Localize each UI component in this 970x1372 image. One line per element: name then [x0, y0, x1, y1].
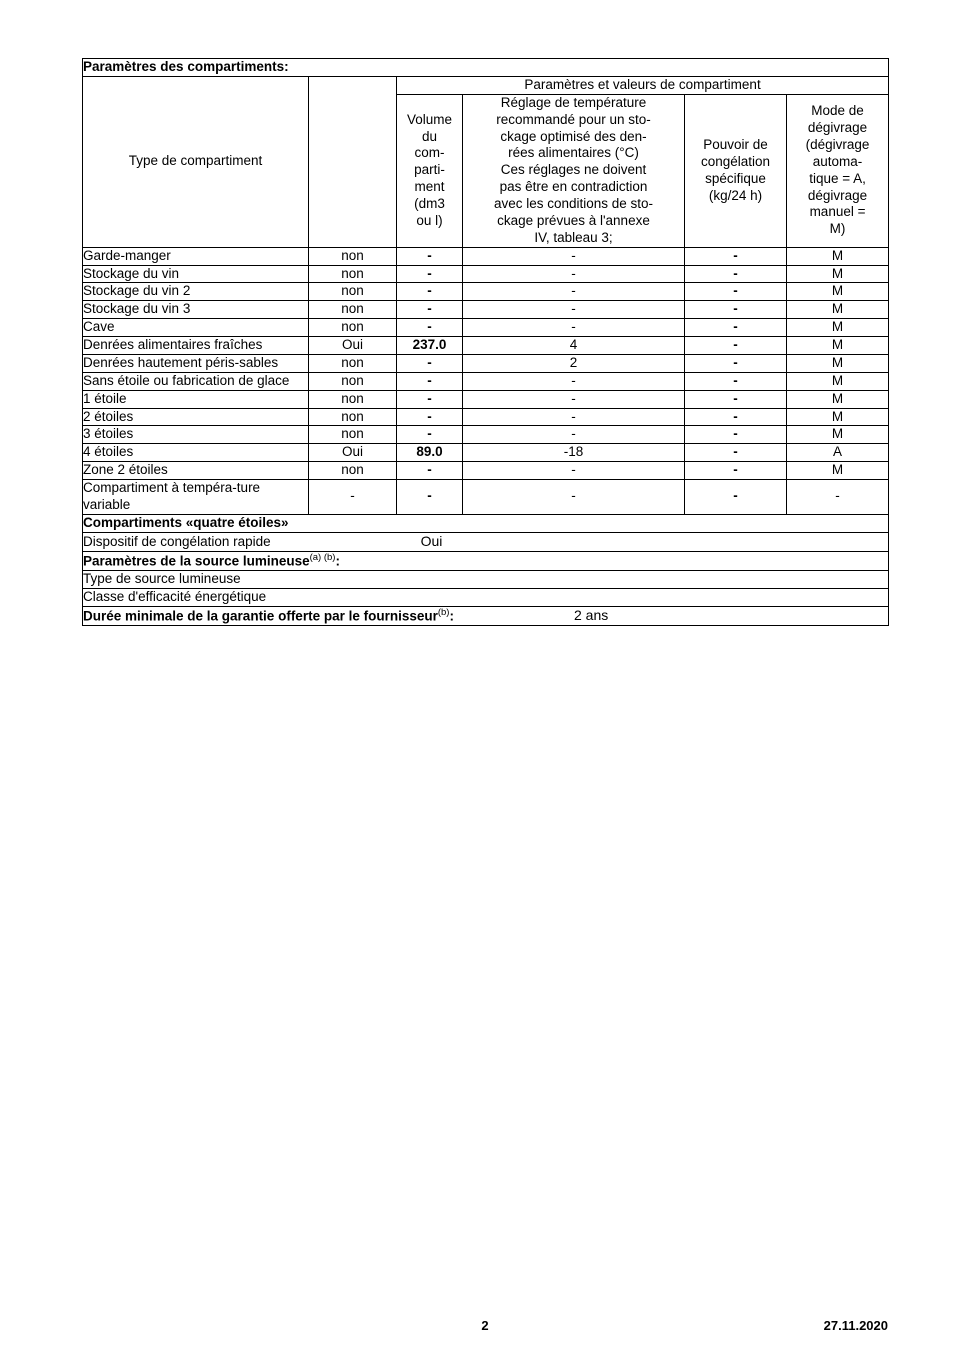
row-present: non — [309, 372, 397, 390]
row-volume: - — [397, 480, 463, 515]
row-present: non — [309, 426, 397, 444]
row-type-label: 3 étoiles — [83, 426, 309, 444]
row-type-label: Stockage du vin — [83, 265, 309, 283]
row-type-label: Sans étoile ou fabrication de glace — [83, 372, 309, 390]
row-defrost: M — [787, 265, 889, 283]
column-header-freezing — [685, 94, 787, 247]
table-row — [83, 301, 889, 319]
row-present: non — [309, 283, 397, 301]
fast-freeze-cell — [83, 532, 889, 551]
row-type-label: Stockage du vin 3 — [83, 301, 309, 319]
column-header-temperature — [463, 94, 685, 247]
header-temp-l7: avec les conditions de sto- — [493, 196, 654, 211]
row-freezing: - — [685, 372, 787, 390]
row-volume: - — [397, 301, 463, 319]
header-volume-l5: ment — [414, 179, 445, 195]
header-volume-l6: (dm3 — [414, 196, 445, 211]
row-freezing: - — [685, 426, 787, 444]
row-volume: - — [397, 354, 463, 372]
table-row — [83, 337, 889, 355]
light-type-row — [83, 570, 889, 588]
row-defrost: M — [787, 462, 889, 480]
header-group-row — [83, 76, 889, 94]
compartment-parameters-table — [82, 58, 889, 626]
table-title: Paramètres des compartiments: — [83, 59, 889, 77]
column-header-present — [309, 76, 397, 247]
row-volume: - — [397, 390, 463, 408]
row-temperature: - — [463, 372, 685, 390]
row-defrost: M — [787, 390, 889, 408]
light-source-footnote-markers: (a) (b) — [309, 551, 336, 563]
table-title-row — [83, 59, 889, 77]
row-freezing: - — [685, 301, 787, 319]
column-header-volume — [397, 94, 463, 247]
row-present: non — [309, 390, 397, 408]
row-volume: - — [397, 426, 463, 444]
table-row — [83, 408, 889, 426]
row-temperature: - — [463, 408, 685, 426]
row-present: - — [309, 480, 397, 515]
row-type-label: Cave — [83, 319, 309, 337]
table-row — [83, 444, 889, 462]
row-defrost: M — [787, 283, 889, 301]
row-freezing: - — [685, 337, 787, 355]
warranty-cell — [83, 606, 889, 625]
row-temperature: 2 — [463, 354, 685, 372]
warranty-label-colon: : — [449, 608, 454, 624]
warranty-footnote-marker: (b) — [437, 606, 450, 618]
header-defrost-l1: Mode de — [811, 103, 864, 119]
header-temp-l9: IV, tableau 3; — [534, 229, 613, 245]
table-row — [83, 283, 889, 301]
row-type-label: 4 étoiles — [83, 444, 309, 462]
row-type-label: 2 étoiles — [83, 408, 309, 426]
four-star-section-title: Compartiments «quatre étoiles» — [83, 514, 889, 532]
header-volume-l1: Volume — [406, 111, 453, 127]
row-defrost: M — [787, 372, 889, 390]
row-temperature: - — [463, 247, 685, 265]
row-temperature: 4 — [463, 337, 685, 355]
column-header-type: Type de compartiment — [83, 76, 309, 247]
header-temp-l5: Ces réglages ne doivent — [500, 162, 647, 178]
header-temp-l6: pas être en contradiction — [499, 179, 648, 195]
row-freezing: - — [685, 283, 787, 301]
table-row — [83, 372, 889, 390]
row-type-label: 1 étoile — [83, 390, 309, 408]
table-row — [83, 426, 889, 444]
row-temperature: - — [463, 462, 685, 480]
row-defrost: - — [787, 480, 889, 515]
row-volume: - — [397, 247, 463, 265]
header-freezing-l3: spécifique — [705, 170, 766, 186]
row-defrost: M — [787, 354, 889, 372]
header-freezing-l1: Pouvoir de — [703, 136, 768, 152]
row-present: Oui — [309, 444, 397, 462]
row-present: non — [309, 301, 397, 319]
four-star-section-row — [83, 514, 889, 532]
row-type-label: Stockage du vin 2 — [83, 283, 309, 301]
row-freezing: - — [685, 265, 787, 283]
row-type-label: Denrées hautement péris-sables — [83, 354, 309, 372]
row-defrost: M — [787, 301, 889, 319]
row-defrost: M — [787, 408, 889, 426]
header-temp-l2: recommandé pour un sto- — [496, 111, 651, 127]
header-temp-l1: Réglage de température — [500, 94, 647, 110]
header-defrost-l7: manuel = — [809, 204, 866, 220]
light-type-cell — [83, 570, 889, 588]
light-class-label: Classe d'efficacité énergétique — [83, 588, 267, 604]
row-volume: - — [397, 265, 463, 283]
row-temperature: -18 — [463, 444, 685, 462]
light-source-section-row — [83, 551, 889, 570]
row-temperature: - — [463, 480, 685, 515]
light-source-title-text: Paramètres de la source lumineuse — [83, 553, 310, 568]
light-type-label: Type de source lumineuse — [83, 570, 241, 586]
row-freezing: - — [685, 480, 787, 515]
warranty-value: 2 ans — [573, 607, 609, 624]
row-defrost: M — [787, 247, 889, 265]
row-defrost: M — [787, 337, 889, 355]
row-freezing: - — [685, 462, 787, 480]
header-defrost-l6: dégivrage — [807, 187, 868, 203]
header-defrost-l4: automa- — [812, 153, 863, 169]
column-header-group: Paramètres et valeurs de compartiment — [397, 76, 889, 94]
row-volume: - — [397, 283, 463, 301]
header-defrost-l2: dégivrage — [807, 120, 868, 136]
header-volume-l4: parti- — [414, 162, 445, 178]
row-freezing: - — [685, 354, 787, 372]
table-row — [83, 319, 889, 337]
page-number: 2 — [481, 1318, 489, 1333]
row-type-label: Denrées alimentaires fraîches — [83, 337, 309, 355]
row-present: non — [309, 247, 397, 265]
row-type-label: Compartiment à tempéra-ture variable — [83, 480, 309, 515]
fast-freeze-row — [83, 532, 889, 551]
row-temperature: - — [463, 390, 685, 408]
header-temp-l8: ckage prévues à l'annexe — [497, 212, 650, 228]
row-freezing: - — [685, 444, 787, 462]
warranty-row — [83, 606, 889, 625]
column-header-defrost — [787, 94, 889, 247]
row-volume: - — [397, 319, 463, 337]
footer-date: 27.11.2020 — [823, 1318, 888, 1333]
header-temp-l4: rées alimentaires (°C) — [508, 145, 639, 161]
row-volume: - — [397, 408, 463, 426]
row-present: non — [309, 319, 397, 337]
row-temperature: - — [463, 265, 685, 283]
row-freezing: - — [685, 319, 787, 337]
row-type-label: Garde-manger — [83, 247, 309, 265]
light-class-cell — [83, 588, 889, 606]
row-present: non — [309, 462, 397, 480]
table-row — [83, 265, 889, 283]
row-temperature: - — [463, 426, 685, 444]
warranty-label: Durée minimale de la garantie offerte par le fournisseur — [83, 608, 438, 624]
light-source-title-colon: : — [335, 553, 340, 568]
table-row — [83, 462, 889, 480]
row-freezing: - — [685, 247, 787, 265]
fast-freeze-label: Dispositif de congélation rapide — [83, 533, 271, 549]
row-defrost: M — [787, 319, 889, 337]
table-row — [83, 480, 889, 515]
row-volume: 89.0 — [397, 444, 463, 462]
row-freezing: - — [685, 390, 787, 408]
header-temp-l3: ckage optimisé des den- — [500, 128, 647, 144]
header-volume-l2: du — [421, 128, 438, 144]
row-volume: - — [397, 462, 463, 480]
compartment-parameters-sheet — [82, 58, 888, 626]
row-defrost: A — [787, 444, 889, 462]
row-present: non — [309, 265, 397, 283]
table-row — [83, 390, 889, 408]
row-present: Oui — [309, 337, 397, 355]
header-volume-l7: ou l) — [416, 212, 443, 228]
row-defrost: M — [787, 426, 889, 444]
table-row — [83, 247, 889, 265]
header-freezing-l2: congélation — [700, 153, 771, 169]
header-defrost-l5: tique = A, — [809, 170, 866, 186]
header-defrost-l8: M) — [829, 221, 846, 237]
row-type-label: Zone 2 étoiles — [83, 462, 309, 480]
fast-freeze-value: Oui — [420, 532, 443, 549]
light-class-row — [83, 588, 889, 606]
row-volume: 237.0 — [397, 337, 463, 355]
row-present: non — [309, 408, 397, 426]
row-volume: - — [397, 372, 463, 390]
row-present: non — [309, 354, 397, 372]
header-defrost-l3: (dégivrage — [805, 136, 870, 152]
row-temperature: - — [463, 283, 685, 301]
header-freezing-l4: (kg/24 h) — [708, 187, 763, 203]
table-row — [83, 354, 889, 372]
light-source-section-title — [83, 551, 889, 570]
row-temperature: - — [463, 319, 685, 337]
row-freezing: - — [685, 408, 787, 426]
row-temperature: - — [463, 301, 685, 319]
header-volume-l3: com- — [414, 145, 445, 161]
